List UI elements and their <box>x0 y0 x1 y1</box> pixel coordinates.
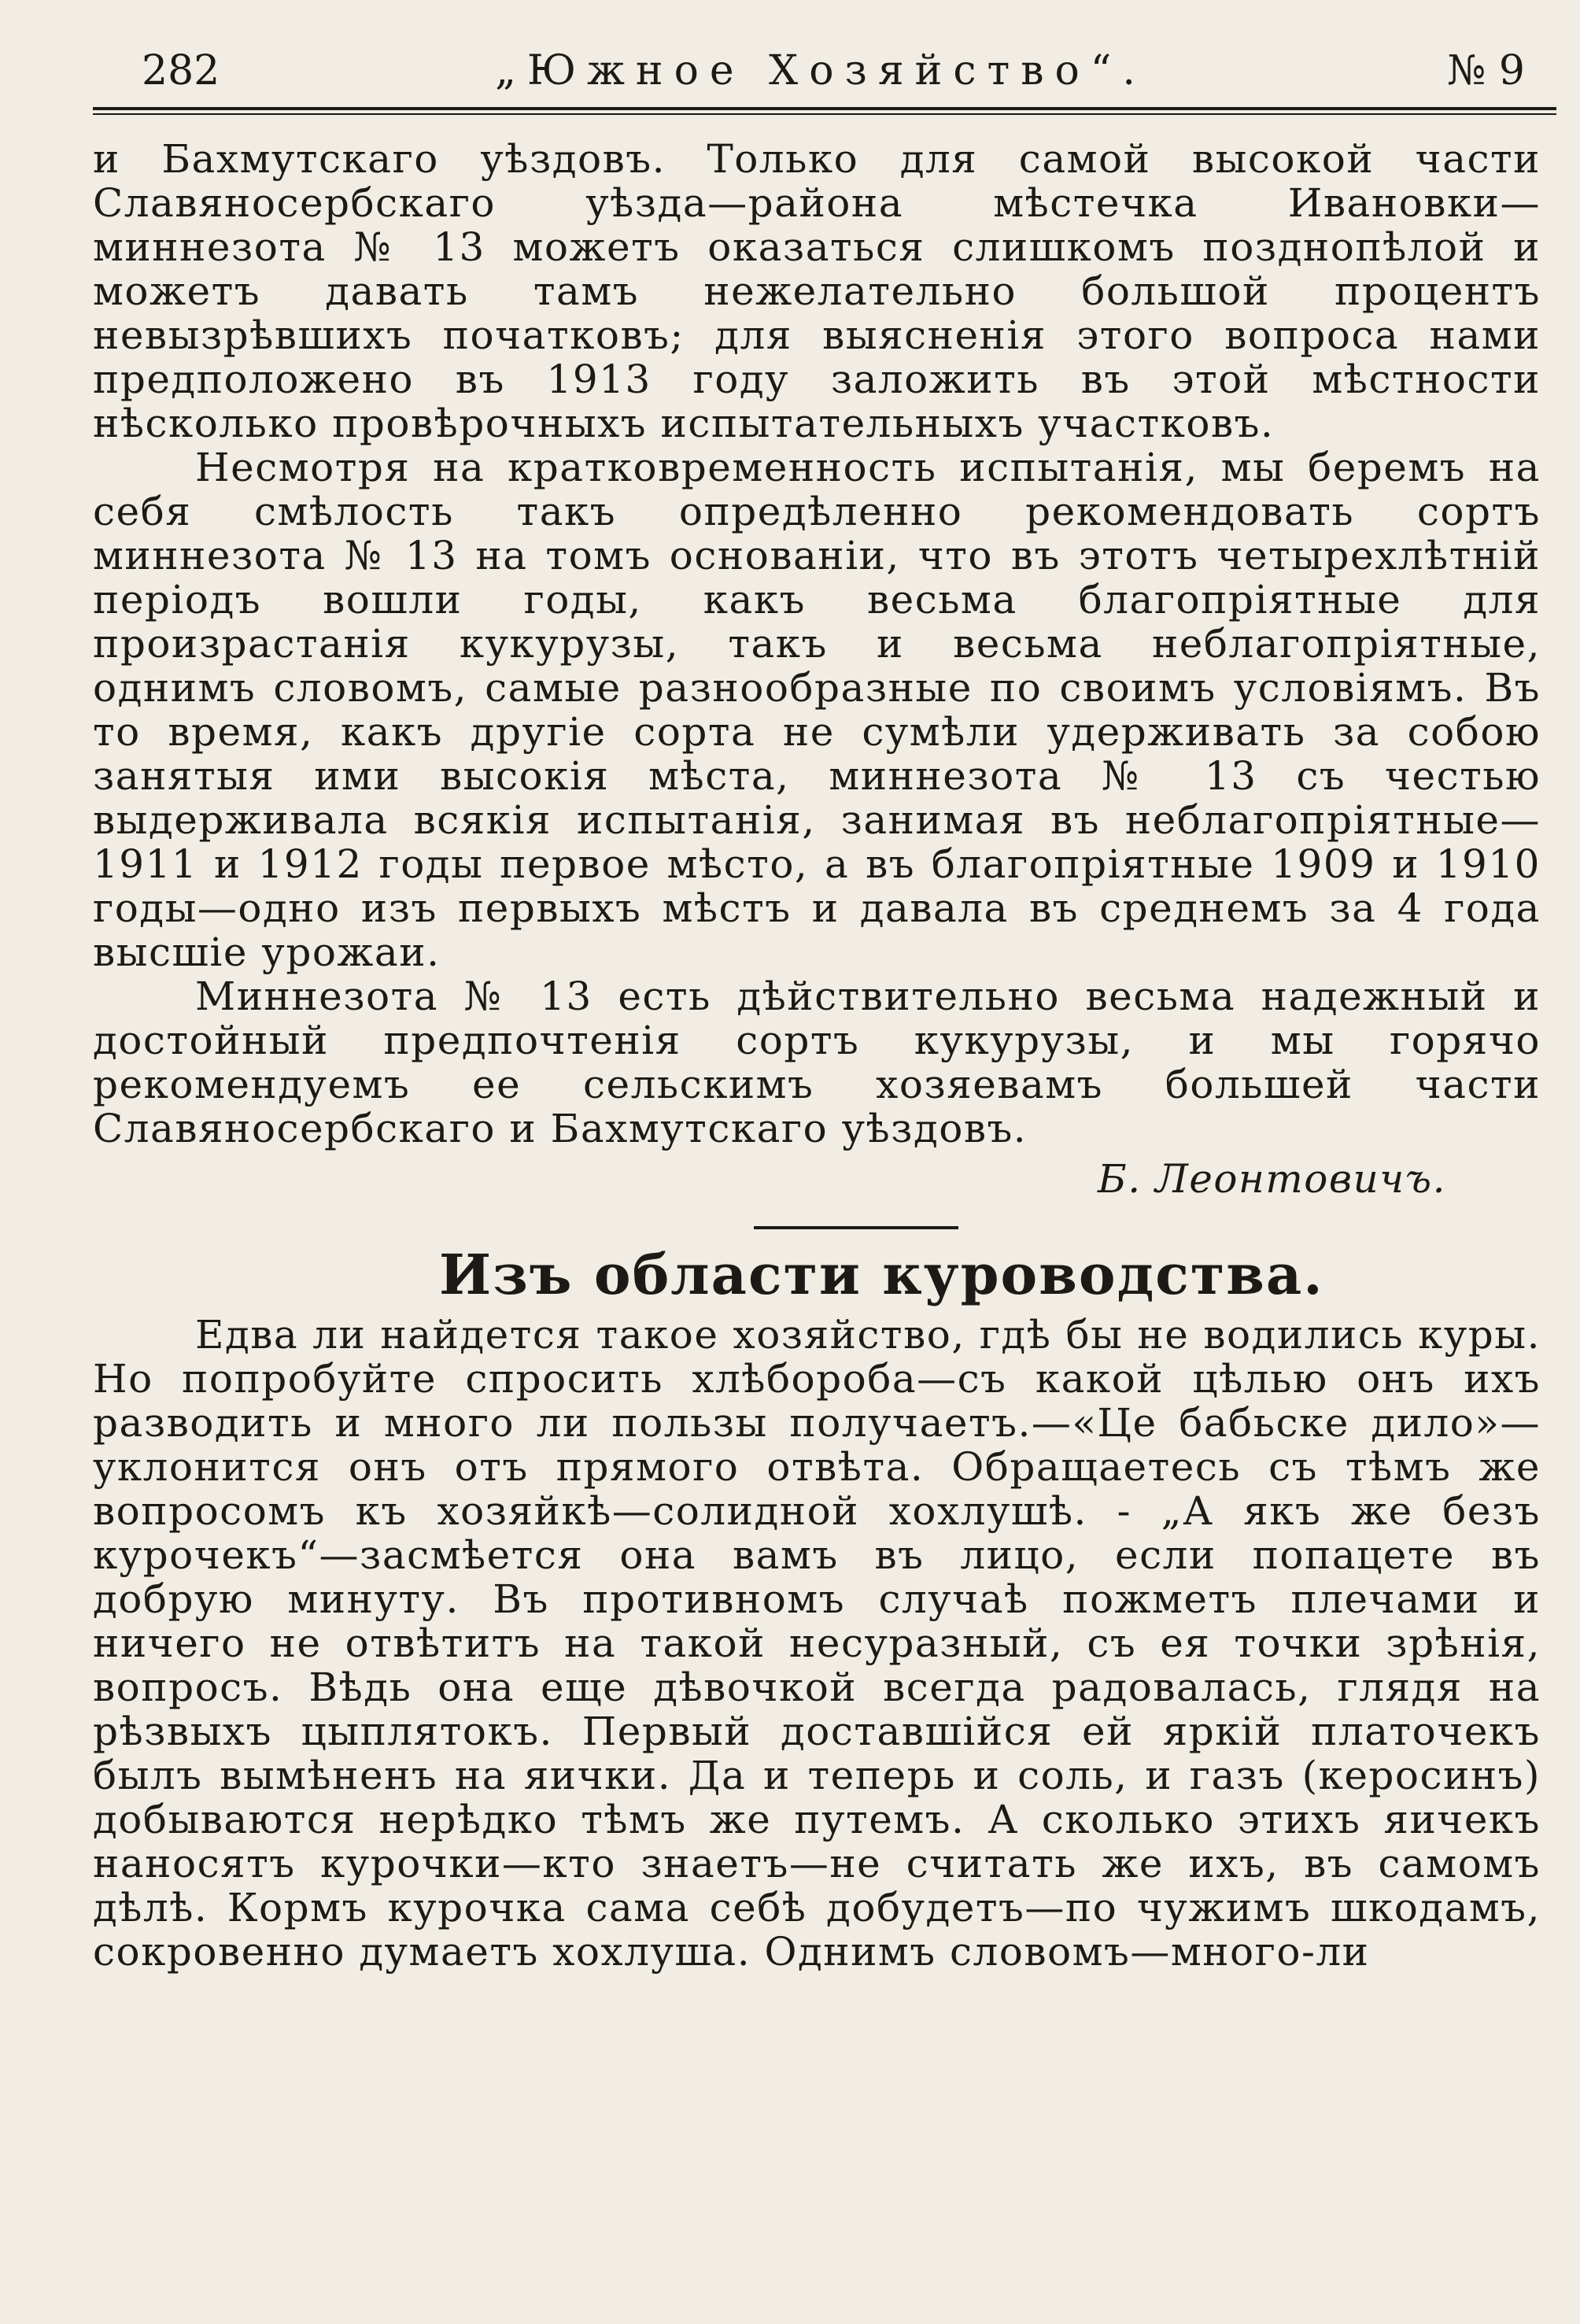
running-header <box>93 39 1549 102</box>
author-signature: Б. Леонтовичъ. <box>1097 1156 1446 1202</box>
section-divider <box>754 1226 958 1229</box>
header-rule-thin <box>93 113 1556 115</box>
issue-number: № 9 <box>1447 47 1525 94</box>
journal-title: „Южное Хозяйство“. <box>495 47 1146 94</box>
paragraph: Едва ли найдется такое хозяйство, гдѣ бы не водились куры. Но попробуйте спросить хлѣбороба—съ какой цѣлью онъ ихъ разводить и много ли пользы получаетъ.—«Це бабьске дило»—уклонится онъ отъ прямого отвѣта. Обращаетесь съ тѣмъ же вопросомъ къ хозяйкѣ—солидной хохлушѣ. - „А якъ же безъ курочекъ“—засмѣется она вамъ въ лицо, если попацете въ добрую минуту. Въ противномъ случаѣ пожметъ плечами и ничего не отвѣтитъ на такой несуразный, съ ея точки зрѣнія, вопросъ. Вѣдь она еще дѣвочкой всегда радовалась, глядя на рѣзвыхъ цыплятокъ. Первый доставшійся ей яркій платочекъ былъ вымѣненъ на яички. Да и теперь и соль, и газъ (керосинъ) добываются нерѣдко тѣмъ же путемъ. А сколько этихъ яичекъ наносятъ курочки—кто знаетъ—не считать же ихъ, въ самомъ дѣлѣ. Кормъ курочка сама себѣ добудетъ—по чужимъ шкодамъ, сокровенно думаетъ хохлуша. Однимъ словомъ—много-ли <box>93 1312 1541 1975</box>
paragraph: и Бахмутскаго уѣздовъ. Только для самой высокой части Славяносербскаго уѣзда—района мѣстечка Ивановки—миннезота № 13 можетъ оказаться слишкомъ позднопѣлой и можетъ давать тамъ нежелательно большой процентъ невызрѣвшихъ початковъ; для выясненія этого вопроса нами предположено въ 1913 году заложить въ этой мѣстности нѣсколько провѣрочныхъ испытательныхъ участковъ. <box>93 136 1541 446</box>
paragraph: Миннезота № 13 есть дѣйствительно весьма надежный и достойный предпочтенія сортъ кукурузы, и мы горячо рекомендуемъ ее сельскимъ хозяевамъ большей части Славяносербскаго и Бахмутскаго уѣздовъ. <box>93 974 1541 1151</box>
article-body <box>93 137 1541 1974</box>
section-title: Изъ области куроводства. <box>439 1242 1324 1307</box>
paragraph: Несмотря на кратковременность испытанія, мы беремъ на себя смѣлость такъ опредѣленно рекомендовать сортъ миннезота № 13 на томъ основаніи, что въ этотъ четырехлѣтній періодъ вошли годы, какъ весьма благопріятные для произрастанія кукурузы, такъ и весьма неблагопріятные, однимъ словомъ, самые разнообразные по своимъ условіямъ. Въ то время, какъ другіе сорта не сумѣли удерживать за собою занятыя ими высокія мѣста, миннезота № 13 съ честью выдерживала всякія испытанія, занимая въ неблагопріятные—1911 и 1912 годы первое мѣсто, а въ благопріятные 1909 и 1910 годы—одно изъ первыхъ мѣстъ и давала въ среднемъ за 4 года высшіе урожаи. <box>93 445 1541 975</box>
header-rule <box>93 107 1556 110</box>
page-number: 282 <box>142 47 220 94</box>
